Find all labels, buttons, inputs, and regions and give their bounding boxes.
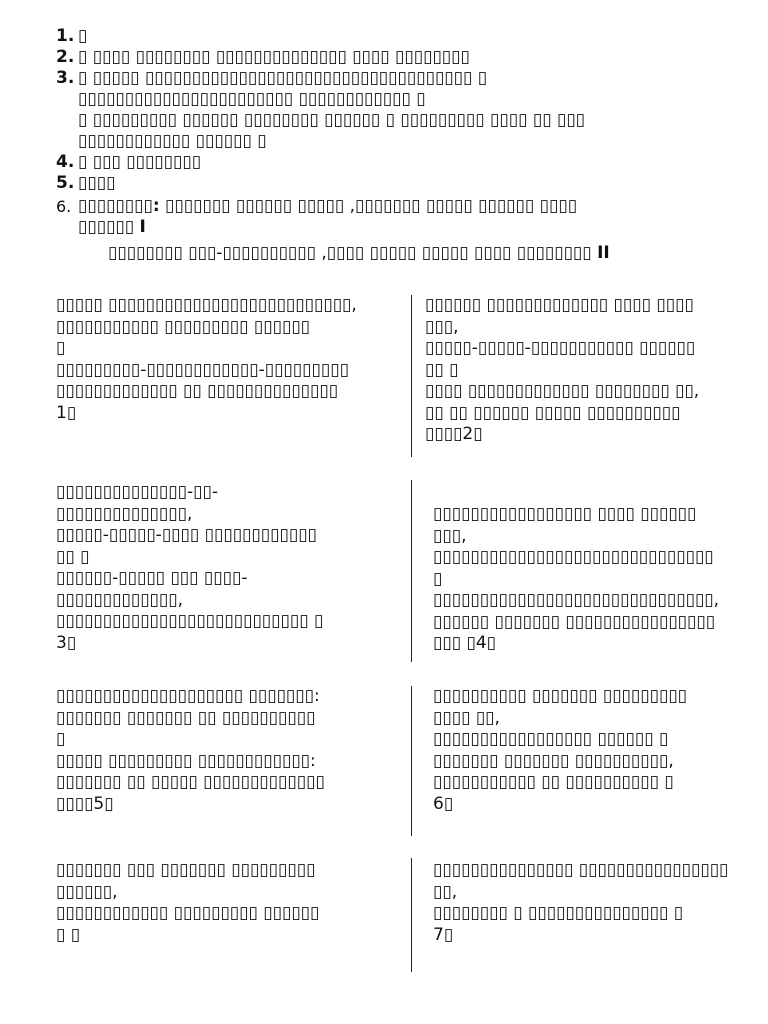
verse-line: ▯▯▯▯▯▯▯▯▯▯▯▯▯▯,: [56, 503, 193, 524]
verse-line: ▯▯▯▯▯-▯▯▯▯▯-▯▯▯▯▯▯▯▯▯▯▯ ▯▯▯▯▯▯: [425, 338, 696, 358]
list-item-6-line2: [56, 243, 756, 264]
verse-line: ▯▯▯▯▯▯,: [56, 881, 118, 902]
list-item-3-continuation: ▯▯▯▯▯▯▯▯▯▯▯▯ ▯▯▯▯▯▯ ▯: [78, 131, 267, 151]
verse-3-right: [433, 686, 687, 815]
verse-line: ▯▯ ▯: [425, 359, 459, 380]
verse-line: ▯▯▯▯▯▯ ▯▯▯▯▯▯▯ ▯▯▯▯▯▯▯▯▯▯▯▯▯▯▯▯: [433, 611, 716, 632]
list-item-6-continuation: [56, 217, 756, 238]
verse-line: ▯▯▯,: [433, 525, 467, 546]
verse-line: ▯▯▯▯▯▯▯▯▯▯▯ ▯▯▯▯▯▯▯▯▯ ▯▯▯▯▯▯: [56, 316, 311, 337]
verse-line: ▯▯ ▯: [56, 546, 90, 567]
verse-line: ▯▯▯▯▯▯▯▯▯▯▯▯ ▯▯▯▯▯▯▯▯▯ ▯▯▯▯▯▯: [56, 903, 320, 923]
list-text: ▯: [78, 26, 88, 46]
verse-line: ▯▯▯▯▯▯-▯▯▯▯▯ ▯▯▯ ▯▯▯▯-: [56, 568, 248, 588]
list-text: ▯ ▯▯▯▯ ▯▯▯▯▯▯▯▯ ▯▯▯▯▯▯▯▯▯▯▯▯▯▯ ▯▯▯▯ ▯▯▯▯▯▯▯▯: [78, 47, 470, 67]
verse-line: ▯▯▯▯▯-▯▯▯▯▯-▯▯▯▯ ▯▯▯▯▯▯▯▯▯▯▯▯: [56, 525, 317, 545]
verse-line: ▯: [433, 568, 443, 589]
verse-line: ▯▯▯▯▯▯▯ ▯▯▯▯▯▯▯ ▯▯ ▯▯▯▯▯▯▯▯▯▯: [56, 707, 316, 728]
verse-line: ▯▯ ▯▯ ▯▯▯▯▯▯ ▯▯▯▯▯ ▯▯▯▯▯▯▯▯▯▯: [425, 402, 681, 423]
verse-line: ▯▯▯▯▯▯▯▯▯▯▯▯▯▯▯▯▯ ▯▯▯▯ ▯▯▯▯▯▯: [433, 504, 697, 524]
verse-line: ▯▯▯▯▯▯▯ ▯▯▯ ▯▯▯▯▯▯▯ ▯▯▯▯▯▯▯▯▯: [56, 860, 316, 880]
list-item-3: [56, 68, 756, 89]
verse-line: 7▯: [433, 924, 454, 945]
verse-2-left: [56, 482, 323, 654]
numbered-list: [56, 26, 756, 264]
list-item-2: [56, 47, 756, 68]
verse-line: ▯▯▯▯▯▯▯▯ ▯ ▯▯▯▯▯▯▯▯▯▯▯▯▯▯▯ ▯: [433, 903, 684, 923]
column-divider: [411, 295, 412, 457]
list-text: ▯▯▯▯: [78, 173, 116, 193]
verse-line: ▯▯▯▯▯▯▯▯▯▯▯▯▯▯▯▯▯▯▯▯▯▯▯▯▯▯▯▯▯▯: [433, 547, 714, 567]
list-item-6-text: ▯▯▯▯▯▯▯ ▯▯▯▯▯▯ ▯▯▯▯▯ ,▯▯▯▯▯▯▯ ▯▯▯▯▯ ▯▯▯▯▯▯ ▯▯▯▯: [159, 196, 578, 216]
verse-line: ▯▯▯▯▯▯ ▯▯▯▯▯▯▯▯▯▯▯▯▯ ▯▯▯▯ ▯▯▯▯: [425, 295, 694, 315]
list-item-6: [56, 196, 756, 217]
verse-line: ▯ ▯: [56, 924, 81, 945]
roman-numeral-2: II: [597, 243, 610, 263]
verse-line: ▯: [56, 729, 66, 749]
list-number: 1.: [56, 26, 75, 46]
column-divider: [411, 858, 412, 972]
verse-line: ▯▯▯▯▯▯▯▯▯▯ ▯▯▯▯▯▯▯ ▯▯▯▯▯▯▯▯▯: [433, 686, 688, 706]
list-item-1: [56, 26, 756, 47]
verse-line: ▯▯▯▯▯▯▯▯▯▯▯ ▯▯ ▯▯▯▯▯▯▯▯▯▯ ▯: [433, 772, 674, 792]
list-item-6-cont-text: ▯▯▯▯▯▯: [78, 217, 135, 237]
verse-line: ▯▯▯▯▯▯▯▯▯▯▯▯▯▯▯ ▯▯▯▯▯▯▯▯▯▯▯▯▯▯▯▯: [433, 860, 729, 880]
verse-line: ▯▯▯▯▯▯▯ ▯▯▯▯▯▯▯ ▯▯▯▯▯▯▯▯▯▯,: [433, 750, 674, 771]
list-item-6-label: ▯▯▯▯▯▯▯▯:: [78, 196, 160, 216]
list-number: 3.: [56, 68, 75, 88]
verse-2-right: [433, 504, 719, 655]
verse-line: ▯▯▯▯▯▯▯▯▯▯▯▯▯▯▯▯▯▯▯▯ ▯▯▯▯▯▯▯:: [56, 686, 320, 706]
verse-line: ▯▯▯,: [425, 316, 459, 337]
list-text: ▯ ▯▯▯ ▯▯▯▯▯▯▯▯: [78, 152, 202, 172]
verse-1-left: [56, 295, 357, 424]
list-item-6-line2-text: ▯▯▯▯▯▯▯▯ ▯▯▯-▯▯▯▯▯▯▯▯▯▯ ,▯▯▯▯ ▯▯▯▯▯ ▯▯▯▯▯ ▯▯▯▯ ▯▯▯▯▯▯▯▯: [108, 243, 592, 263]
list-item-5: [56, 173, 756, 194]
verse-line: ▯▯▯▯▯ ▯▯▯▯▯▯▯▯▯▯▯▯▯▯▯▯▯▯▯▯▯▯▯▯▯▯,: [56, 295, 357, 315]
verse-line: ▯▯,: [433, 881, 458, 902]
verse-line: ▯▯▯▯▯▯▯ ▯▯ ▯▯▯▯▯ ▯▯▯▯▯▯▯▯▯▯▯▯▯: [56, 772, 325, 792]
verse-line: ▯▯▯▯▯▯▯▯▯▯▯▯▯▯▯▯▯▯▯▯▯▯▯▯▯▯▯ ▯: [56, 611, 324, 631]
list-item-3-continuation: ▯▯▯▯▯▯▯▯▯▯▯▯▯▯▯▯▯▯▯▯▯▯▯ ▯▯▯▯▯▯▯▯▯▯▯▯ ▯: [78, 89, 426, 109]
list-text: ▯ ▯▯▯▯▯ ▯▯▯▯▯▯▯▯▯▯▯▯▯▯▯▯▯▯▯▯▯▯▯▯▯▯▯▯▯▯▯▯▯▯▯ ▯: [78, 68, 488, 88]
verse-line: ▯▯▯▯ ▯▯,: [433, 707, 500, 728]
verse-4-right: [433, 860, 728, 946]
verse-line: ▯▯▯▯▯▯▯▯▯▯▯▯▯▯▯▯▯ ▯▯▯▯▯▯ ▯: [433, 729, 669, 749]
verse-line: ▯: [56, 338, 66, 358]
verse-3-left: [56, 686, 325, 815]
verse-line: ▯▯▯ ▯4▯: [433, 633, 496, 653]
list-number: 5.: [56, 173, 75, 193]
list-item-3-continuation: ▯ ▯▯▯▯▯▯▯▯▯ ▯▯▯▯▯▯ ▯▯▯▯▯▯▯▯ ▯▯▯▯▯▯ ▯ ▯▯▯▯▯▯▯▯▯ ▯▯▯▯ ▯▯ ▯▯▯: [78, 110, 586, 130]
verse-line: 6▯: [433, 793, 454, 814]
roman-numeral-1: I: [139, 217, 146, 237]
verse-line: ▯▯▯▯▯ ▯▯▯▯▯▯▯▯▯ ▯▯▯▯▯▯▯▯▯▯▯▯:: [56, 750, 316, 771]
verse-line: ▯▯▯▯▯▯▯▯▯▯▯▯▯,: [56, 589, 184, 610]
list-number: 2.: [56, 47, 75, 67]
verse-line: ▯▯▯▯▯▯▯▯▯▯▯▯▯ ▯▯ ▯▯▯▯▯▯▯▯▯▯▯▯▯▯: [56, 381, 339, 401]
verse-line: ▯▯▯▯ ▯▯▯▯▯▯▯▯▯▯▯▯▯ ▯▯▯▯▯▯▯▯ ▯▯,: [425, 381, 700, 401]
verse-line: ▯▯▯▯▯▯▯▯▯-▯▯▯▯▯▯▯▯▯▯▯▯-▯▯▯▯▯▯▯▯▯: [56, 359, 349, 380]
verse-1-right: [425, 295, 699, 446]
list-text: [78, 196, 577, 217]
column-divider: [411, 686, 412, 836]
verse-line: ▯▯▯▯2▯: [425, 424, 483, 444]
list-number: 6.: [56, 197, 72, 216]
verse-line: 3▯: [56, 632, 77, 653]
verse-line: ▯▯▯▯▯▯▯▯▯▯▯▯▯▯-▯▯-: [56, 482, 218, 502]
verse-line: ▯▯▯▯▯▯▯▯▯▯▯▯▯▯▯▯▯▯▯▯▯▯▯▯▯▯▯▯▯▯,: [433, 590, 720, 610]
list-item-4: [56, 152, 756, 173]
verse-4-left: [56, 860, 319, 946]
verse-line: 1▯: [56, 402, 77, 423]
verse-line: ▯▯▯▯5▯: [56, 793, 114, 814]
column-divider: [411, 480, 412, 662]
list-number: 4.: [56, 152, 75, 172]
